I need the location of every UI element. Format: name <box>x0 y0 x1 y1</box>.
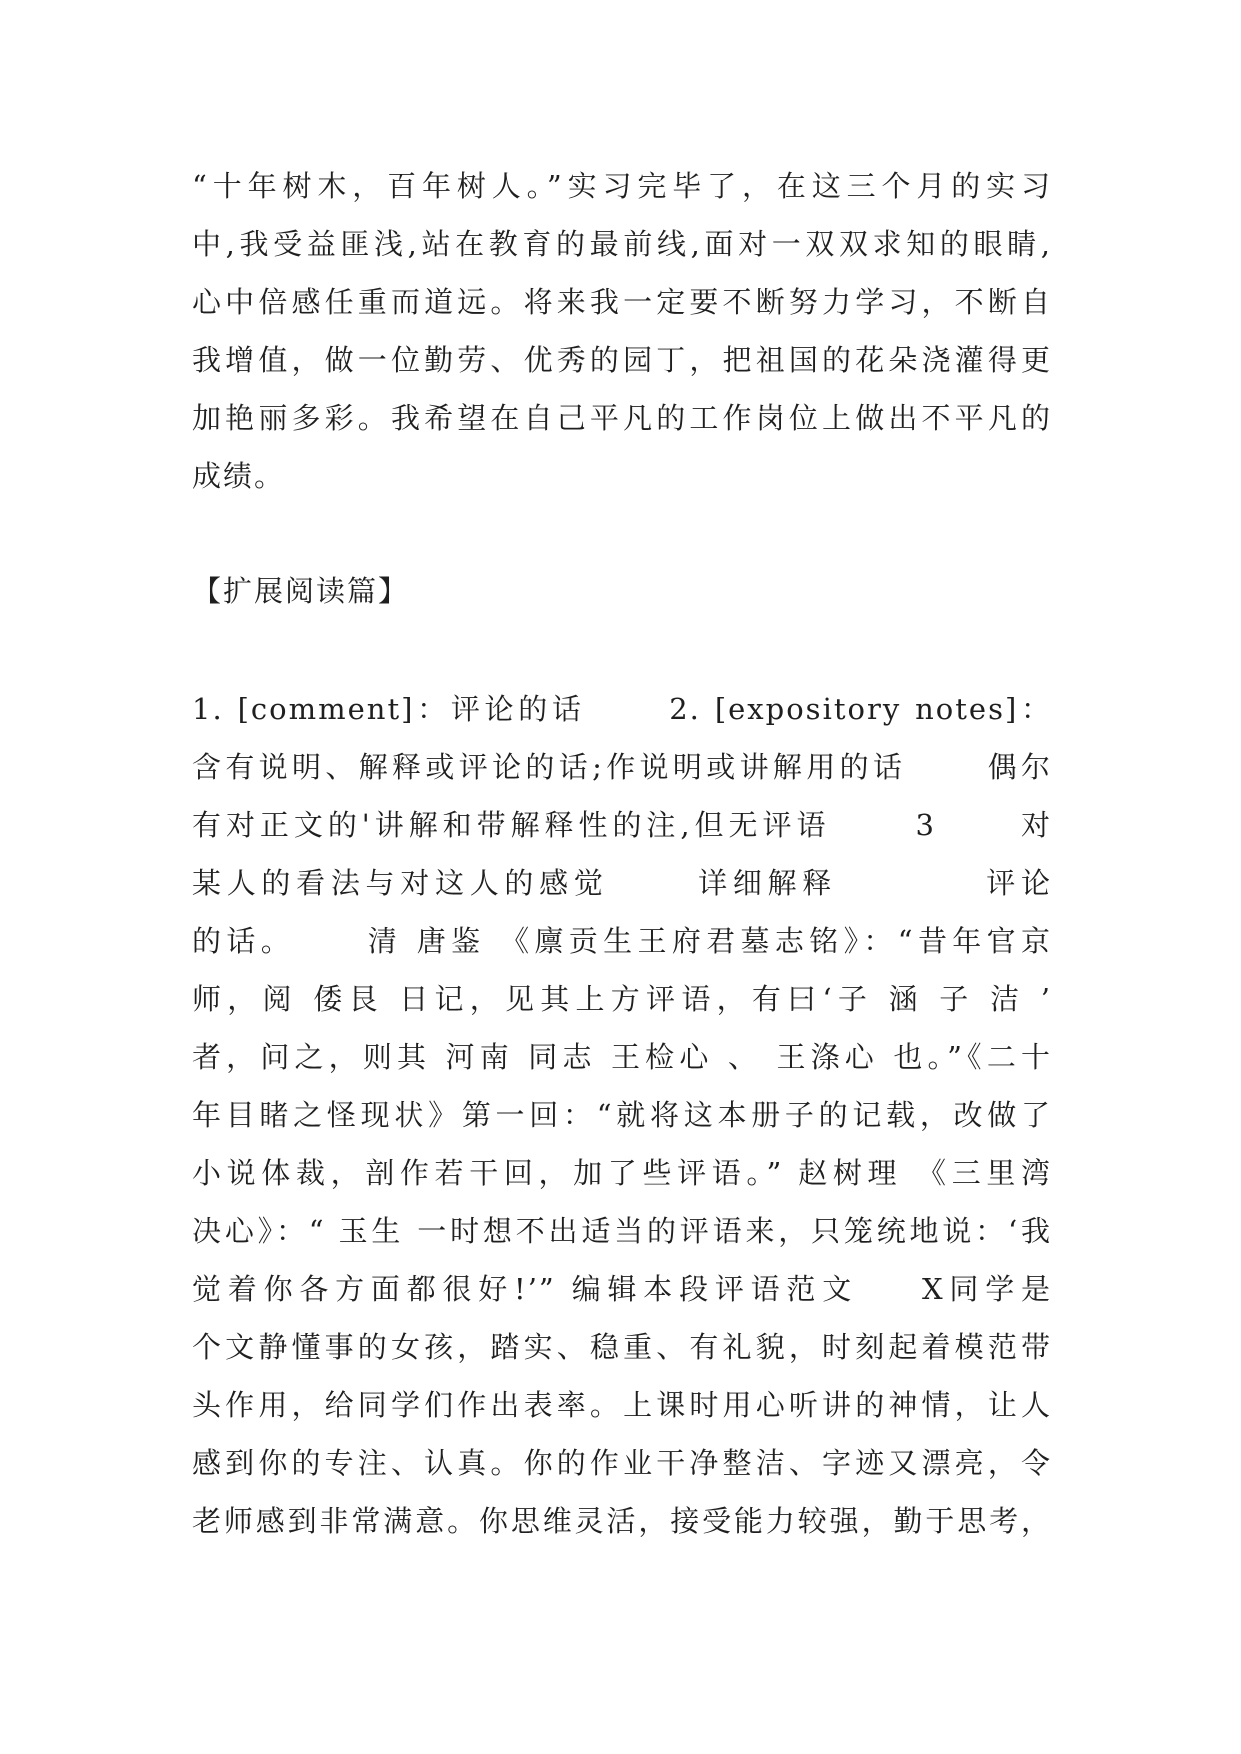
paragraph-line: 个文静懂事的女孩，踏实、稳重、有礼貌，时刻起着模范带 <box>192 1330 1052 1364</box>
paragraph-line: 我增值，做一位勤劳、优秀的园丁，把祖国的花朵浇灌得更 <box>192 343 1052 377</box>
paragraph-line: 决心》：“ 玉生 一时想不出适当的评语来，只笼统地说：‘我 <box>192 1214 1052 1248</box>
paragraph-line: 某人的看法与对这人的感觉 详细解释 评论 <box>192 866 1052 900</box>
paragraph-line: 有对正文的'讲解和带解释性的注,但无评语 3 对 <box>192 808 1052 842</box>
section-heading-block <box>192 562 1052 620</box>
paragraph-line: 心中倍感任重而道远。将来我一定要不断努力学习，不断自 <box>192 285 1052 319</box>
paragraph-line: 中,我受益匪浅,站在教育的最前线,面对一双双求知的眼睛, <box>192 227 1052 261</box>
paragraph-line: 老师感到非常满意。你思维灵活，接受能力较强，勤于思考， <box>192 1504 1052 1538</box>
paragraph-line: 头作用，给同学们作出表率。上课时用心听讲的神情，让人 <box>192 1388 1052 1422</box>
intro-paragraph <box>192 157 1052 505</box>
paragraph-line: “十年树木，百年树人。”实习完毕了，在这三个月的实习 <box>192 169 1052 203</box>
paragraph-line: 加艳丽多彩。我希望在自己平凡的工作岗位上做出不平凡的 <box>192 401 1052 435</box>
paragraph-line: 含有说明、解释或评论的话;作说明或讲解用的话 偶尔 <box>192 750 1052 784</box>
paragraph-line: 感到你的专注、认真。你的作业干净整洁、字迹又漂亮，令 <box>192 1446 1052 1480</box>
paragraph-line: 觉着你各方面都很好!’” 编辑本段评语范文 X同学是 <box>192 1272 1052 1306</box>
paragraph-line: 者，问之，则其 河南 同志 王检心 、 王涤心 也。”《二十 <box>192 1040 1052 1074</box>
paragraph-line: 成绩。 <box>192 459 286 493</box>
paragraph-line: 的话。 清 唐鉴 《廪贡生王府君墓志铭》：“昔年官京 <box>192 924 1052 958</box>
paragraph-line: 师，阅 倭艮 日记，见其上方评语，有曰‘子 涵 子 洁 ’ <box>192 982 1052 1016</box>
reading-paragraph <box>192 680 1052 1550</box>
section-heading: 【扩展阅读篇】 <box>192 574 410 608</box>
paragraph-line: 1. [comment]：评论的话 2. [expository notes]： <box>192 692 1052 726</box>
paragraph-line: 小说体裁，剖作若干回，加了些评语。” 赵树理 《三里湾 <box>192 1156 1052 1190</box>
paragraph-line: 年目睹之怪现状》第一回：“就将这本册子的记载，改做了 <box>192 1098 1052 1132</box>
